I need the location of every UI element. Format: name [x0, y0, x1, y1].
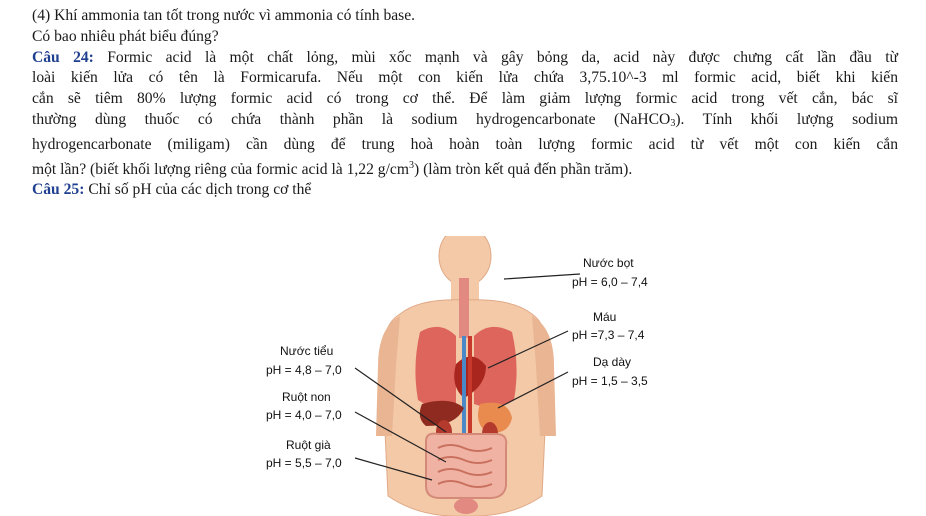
stomach-ph: pH = 1,5 – 3,5: [572, 374, 648, 388]
q24-text-6a: một lần? (biết khối lượng riêng của formic acid là 1,22 g/cm: [32, 160, 409, 178]
q25-label: Câu 25:: [32, 181, 85, 199]
leader-saliva: [504, 274, 580, 279]
q24-line-2: loài kiến lửa có tên là Formicarufa. Nếu một con kiến lửa chứa 3,75.10^-3 ml formic acid, biết khi kiến: [32, 69, 898, 87]
q24-superscript: 3: [408, 159, 414, 171]
q24-line-1: [32, 48, 898, 69]
small-intestine-label: Ruột non: [282, 390, 331, 404]
saliva-ph: pH = 6,0 – 7,4: [572, 275, 648, 289]
question-prompt: Có bao nhiêu phát biểu đúng?: [32, 27, 219, 45]
urine-ph: pH = 4,8 – 7,0: [266, 363, 342, 377]
document-text: [32, 6, 898, 201]
q24-line-4: [32, 110, 898, 135]
q24-line-5: hydrogencarbonate (miligam) cần dùng để trung hoà hoàn toàn lượng formic acid từ vết một con kiến cắn: [32, 135, 898, 153]
q25-line: [32, 180, 898, 201]
blood-label: Máu: [593, 310, 617, 324]
urine-label: Nước tiểu: [280, 344, 334, 358]
small-intestine-ph: pH = 4,0 – 7,0: [266, 408, 342, 422]
q25-text: Chỉ số pH của các dịch trong cơ thể: [88, 181, 312, 199]
bladder-shape: [454, 498, 478, 514]
q24-text-6b: ) (làm tròn kết quả đến phần trăm).: [413, 160, 633, 178]
left-lung-shape: [415, 327, 456, 407]
q24-text-4b: ). Tính khối lượng sodium: [675, 110, 898, 128]
blood-ph: pH =7,3 – 7,4: [572, 328, 645, 342]
trachea-shape: [459, 278, 469, 338]
saliva-label: Nước bọt: [583, 256, 634, 270]
q24-line-3: cắn sẽ tiêm 80% lượng formic acid có trong cơ thể. Để làm giảm lượng formic acid trong vết cắn, bác sĩ: [32, 90, 898, 108]
large-intestine-ph: pH = 5,5 – 7,0: [266, 456, 342, 470]
large-intestine-shape: [426, 434, 506, 498]
q24-text-1: Formic acid là một chất lỏng, mùi xốc mạnh và gây bỏng da, acid này được chưng cất lần đầu từ: [107, 48, 898, 66]
q24-subscript: 3: [670, 117, 676, 129]
q24-line-6: [32, 156, 898, 181]
body-ph-figure: [250, 236, 690, 516]
statement-4: (4) Khí ammonia tan tốt trong nước vì ammonia có tính base.: [32, 7, 416, 24]
q24-label: Câu 24:: [32, 48, 94, 66]
large-intestine-label: Ruột già: [286, 438, 331, 452]
q24-text-4a: thường dùng thuốc có chứa thành phần là sodium hydrogencarbonate (NaHCO: [32, 110, 671, 128]
stomach-label: Dạ dày: [593, 355, 632, 369]
